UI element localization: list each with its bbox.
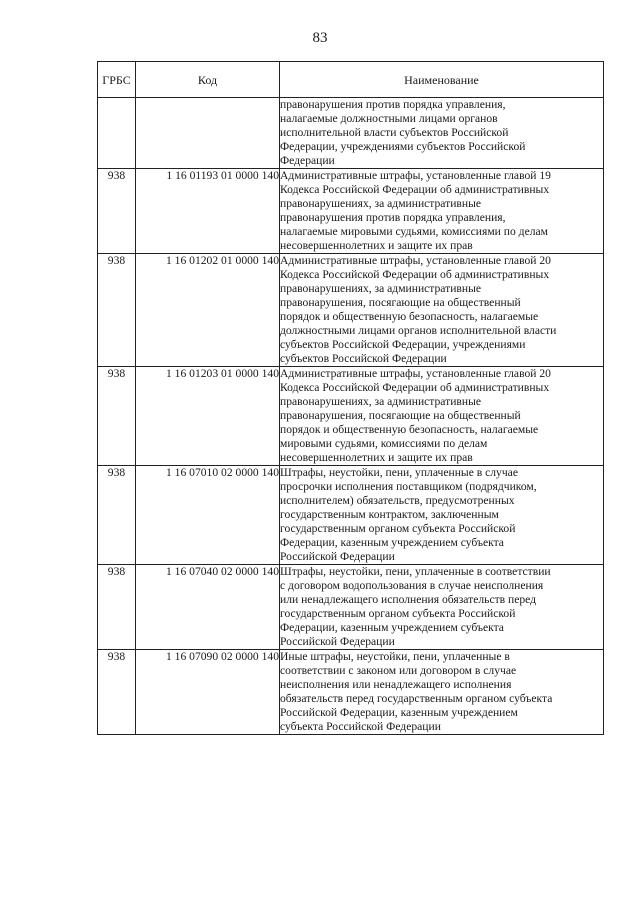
name-cell (280, 254, 604, 367)
name-line: государственным контрактом, заключенным (280, 508, 499, 521)
name-cell (280, 565, 604, 650)
name-line: Штрафы, неустойки, пени, уплаченные в соответствии (280, 565, 551, 578)
name-line: Федерации (280, 154, 335, 167)
grbs-cell: 938 (98, 367, 136, 466)
name-line: с договором водопользования в случае неисполнения (280, 579, 544, 592)
name-line: Российской Федерации (280, 635, 395, 648)
table-body (98, 98, 604, 735)
name-line: мировыми судьями, комиссиями по делам (280, 437, 488, 450)
name-line: Российской Федерации (280, 550, 395, 563)
name-line: Административные штрафы, установленные главой 20 (280, 367, 551, 380)
table-row (98, 466, 604, 565)
table-row (98, 650, 604, 735)
name-line: правонарушения, посягающие на общественный (280, 296, 521, 309)
name-line: субъекта Российской Федерации (280, 720, 441, 733)
table-row (98, 98, 604, 169)
name-line: Кодекса Российской Федерации об административных (280, 268, 550, 281)
name-cell (280, 367, 604, 466)
code-cell: 1 16 01203 01 0000 140 (136, 367, 280, 466)
name-cell (280, 169, 604, 254)
table-row (98, 565, 604, 650)
name-line: правонарушения против порядка управления, (280, 211, 506, 224)
header-grbs: ГРБС (98, 62, 136, 98)
page-number: 83 (312, 30, 328, 46)
name-line: несовершеннолетних и защите их прав (280, 451, 473, 464)
grbs-cell: 938 (98, 466, 136, 565)
name-cell (280, 98, 604, 169)
code-cell (136, 98, 280, 169)
code-cell: 1 16 07040 02 0000 140 (136, 565, 280, 650)
grbs-cell: 938 (98, 565, 136, 650)
table-header-row (98, 62, 604, 98)
revenue-codes-table (97, 61, 604, 735)
name-line: правонарушениях, за административные (280, 395, 482, 408)
name-line: правонарушениях, за административные (280, 282, 482, 295)
name-line: просрочки исполнения поставщиком (подрядчиком, (280, 480, 537, 493)
name-line: неисполнения или ненадлежащего исполнения (280, 678, 512, 691)
name-line: исполнителем) обязательств, предусмотренных (280, 494, 515, 507)
name-line: налагаемые мировыми судьями, комиссиями по делам (280, 225, 548, 238)
grbs-cell (98, 98, 136, 169)
name-line: налагаемые должностными лицами органов (280, 112, 498, 125)
name-line: должностными лицами органов исполнительной власти (280, 324, 557, 337)
name-line: Федерации, казенным учреждением субъекта (280, 621, 504, 634)
code-cell: 1 16 01202 01 0000 140 (136, 254, 280, 367)
name-line: правонарушения, посягающие на общественный (280, 409, 521, 422)
name-line: Административные штрафы, установленные главой 20 (280, 254, 551, 267)
code-cell: 1 16 07010 02 0000 140 (136, 466, 280, 565)
grbs-cell: 938 (98, 254, 136, 367)
name-line: Российской Федерации, казенным учреждением (280, 706, 518, 719)
name-line: соответствии с законом или договором в случае (280, 664, 517, 677)
name-line: государственным органом субъекта Российской (280, 522, 516, 535)
code-cell: 1 16 01193 01 0000 140 (136, 169, 280, 254)
name-line: Иные штрафы, неустойки, пени, уплаченные в (280, 650, 510, 663)
grbs-cell: 938 (98, 650, 136, 735)
grbs-cell: 938 (98, 169, 136, 254)
header-name: Наименование (280, 62, 604, 98)
table-row (98, 367, 604, 466)
name-line: или ненадлежащего исполнения обязательств перед (280, 593, 537, 606)
table-row (98, 254, 604, 367)
name-line: порядок и общественную безопасность, налагаемые (280, 423, 539, 436)
name-line: порядок и общественную безопасность, налагаемые (280, 310, 539, 323)
name-line: Кодекса Российской Федерации об административных (280, 183, 550, 196)
name-line: Федерации, казенным учреждением субъекта (280, 536, 504, 549)
name-line: исполнительной власти субъектов Российской (280, 126, 509, 139)
name-line: Кодекса Российской Федерации об административных (280, 381, 550, 394)
name-line: государственным органом субъекта Российской (280, 607, 516, 620)
name-line: несовершеннолетних и защите их прав (280, 239, 473, 252)
table-row (98, 169, 604, 254)
name-cell (280, 650, 604, 735)
name-line: Штрафы, неустойки, пени, уплаченные в случае (280, 466, 518, 479)
name-line: Федерации, учреждениями субъектов Российской (280, 140, 526, 153)
name-line: правонарушения против порядка управления, (280, 98, 506, 111)
name-line: субъектов Российской Федерации, учреждениями (280, 338, 526, 351)
name-line: обязательств перед государственным органом субъекта (280, 692, 553, 705)
name-cell (280, 466, 604, 565)
code-cell: 1 16 07090 02 0000 140 (136, 650, 280, 735)
header-code: Код (136, 62, 280, 98)
name-line: правонарушениях, за административные (280, 197, 482, 210)
name-line: субъектов Российской Федерации (280, 352, 447, 365)
name-line: Административные штрафы, установленные главой 19 (280, 169, 551, 182)
